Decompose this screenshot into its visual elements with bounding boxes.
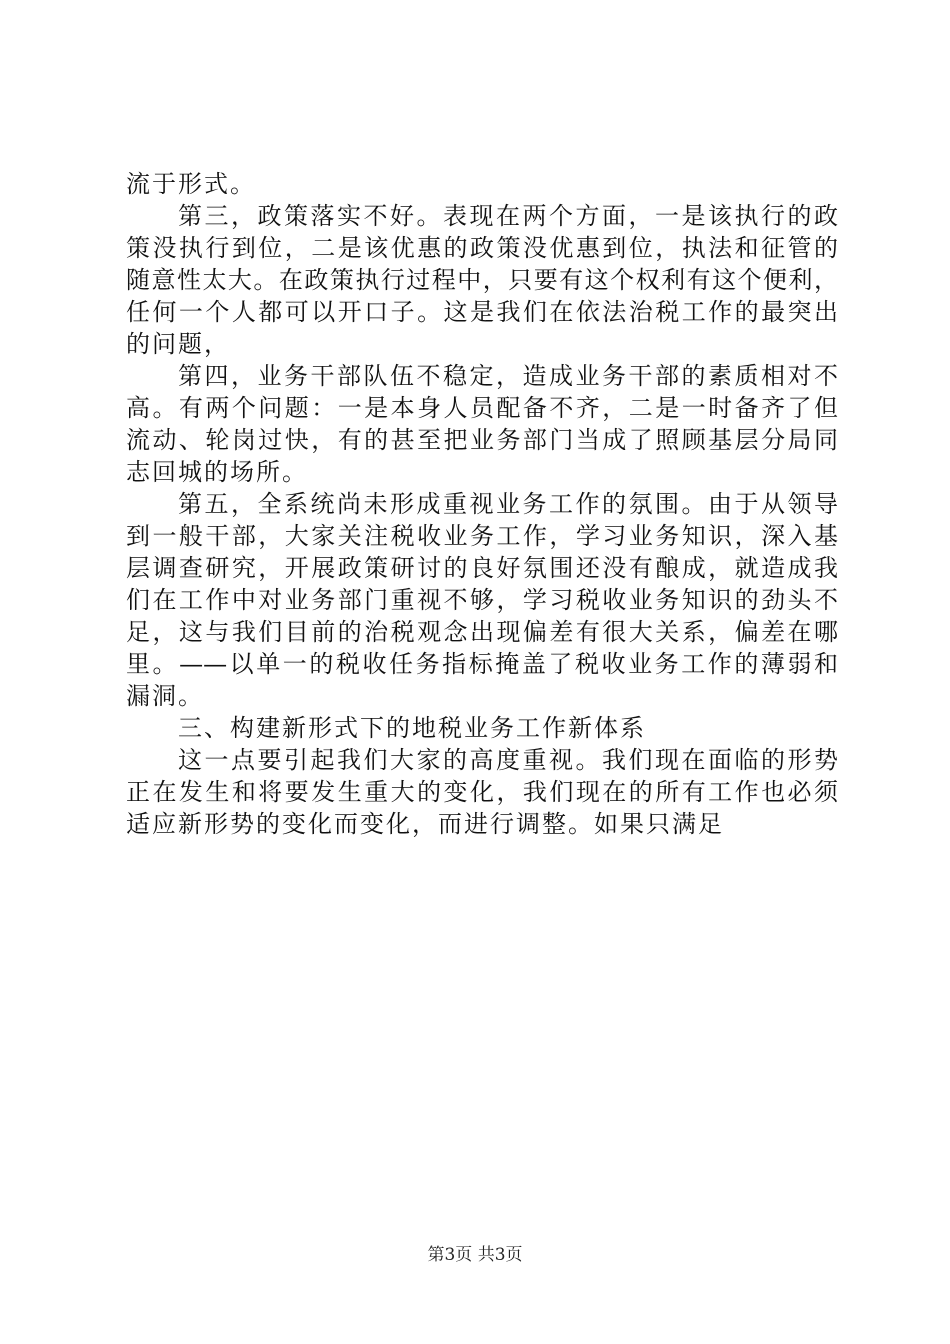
- text-line: 任何一个人都可以开口子。这是我们在依法治税工作的最突出: [126, 298, 838, 326]
- text-line: 漏洞。: [126, 682, 204, 710]
- text-line: 第三，政策落实不好。表现在两个方面，一是该执行的政: [178, 202, 838, 230]
- text-line: 里。——以单一的税收任务指标掩盖了税收业务工作的薄弱和: [126, 650, 838, 678]
- text-line: 正在发生和将要发生重大的变化，我们现在的所有工作也必须: [126, 778, 838, 806]
- section-heading: 三、构建新形式下的地税业务工作新体系: [178, 714, 646, 742]
- text-line: 适应新形势的变化而变化，而进行调整。如果只满足: [126, 810, 724, 838]
- text-line: 随意性太大。在政策执行过程中，只要有这个权利有这个便利，: [126, 266, 838, 294]
- text-line: 的问题，: [126, 330, 230, 358]
- text-line: 志回城的场所。: [126, 458, 308, 486]
- text-line: 第四，业务干部队伍不稳定，造成业务干部的素质相对不: [178, 362, 838, 390]
- page-number-footer: 第3页 共3页: [427, 1245, 523, 1265]
- text-line: 高。有两个问题：一是本身人员配备不齐，二是一时备齐了但: [126, 394, 838, 422]
- text-line: 第五，全系统尚未形成重视业务工作的氛围。由于从领导: [178, 490, 838, 518]
- text-line: 到一般干部，大家关注税收业务工作，学习业务知识，深入基: [126, 522, 838, 550]
- text-line: 足，这与我们目前的治税观念出现偏差有很大关系，偏差在哪: [126, 618, 838, 646]
- text-line: 层调查研究，开展政策研讨的良好氛围还没有酿成，就造成我: [126, 554, 838, 582]
- text-line: 这一点要引起我们大家的高度重视。我们现在面临的形势: [178, 746, 838, 774]
- text-line: 们在工作中对业务部门重视不够，学习税收业务知识的劲头不: [126, 586, 838, 614]
- text-line: 流动、轮岗过快，有的甚至把业务部门当成了照顾基层分局同: [126, 426, 838, 454]
- text-line: 流于形式。: [126, 170, 256, 198]
- text-line: 策没执行到位，二是该优惠的政策没优惠到位，执法和征管的: [126, 234, 838, 262]
- document-body: [126, 168, 838, 840]
